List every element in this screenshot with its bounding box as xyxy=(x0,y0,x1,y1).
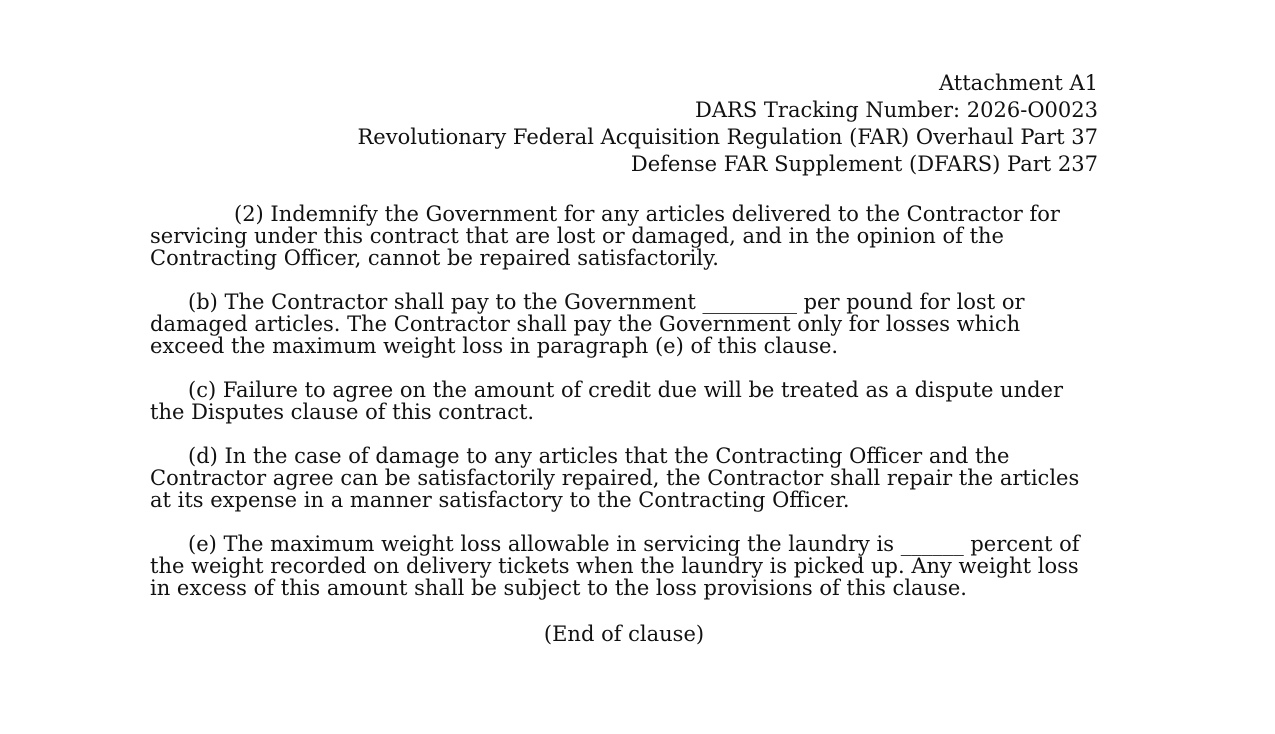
paragraph-d-repair: (d) In the case of damage to any articles that the Contracting Officer and the Contractor agree can be satisfactorily repaired, the Contractor shall repair the articles at its expense in a manner satisfactory to the Contracting Officer. xyxy=(150,444,1080,512)
paragraph-b-payment: (b) The Contractor shall pay to the Government _________ per pound for lost or damaged articles. The Contractor shall pay the Government only for losses which exceed the maximum weight loss in paragraph (e) of this clause. xyxy=(150,290,1025,358)
paragraph-e-weight-loss: (e) The maximum weight loss allowable in servicing the laundry is ______ percent of the weight recorded on delivery tickets when the laundry is picked up. Any weight loss in excess of this amount shall be subject to the loss provisions of this clause. xyxy=(150,532,1080,600)
far-part-title: Revolutionary Federal Acquisition Regulation (FAR) Overhaul Part 37 xyxy=(357,125,1098,149)
paragraph-2-indemnify: (2) Indemnify the Government for any articles delivered to the Contractor for servicing under this contract that are lost or damaged, and in the opinion of the Contracting Officer, cannot be repaired satisfactorily. xyxy=(150,202,1060,270)
dfars-part-title: Defense FAR Supplement (DFARS) Part 237 xyxy=(630,152,1098,176)
paragraph-c-dispute: (c) Failure to agree on the amount of credit due will be treated as a dispute under the Disputes clause of this contract. xyxy=(150,378,1064,424)
attachment-label: Attachment A1 xyxy=(939,71,1098,95)
dars-tracking-number: DARS Tracking Number: 2026-O0023 xyxy=(695,98,1098,122)
end-of-clause: (End of clause) xyxy=(543,622,705,646)
document-page xyxy=(150,70,1098,645)
document-header xyxy=(150,70,1098,178)
